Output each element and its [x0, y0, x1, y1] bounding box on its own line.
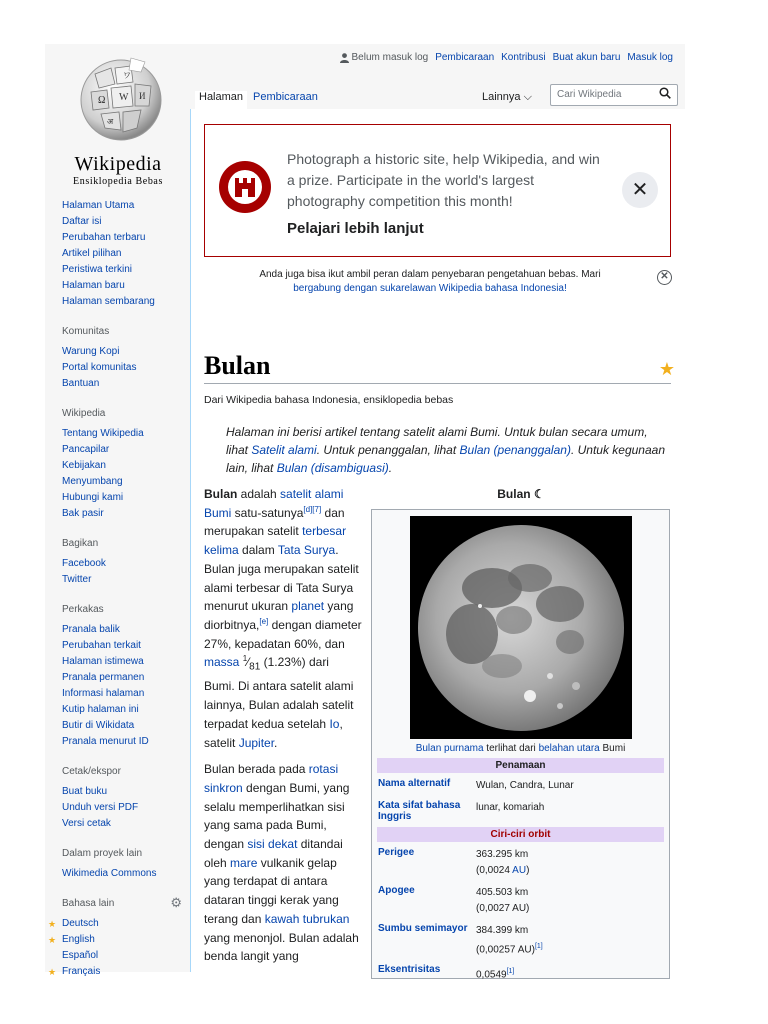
sidebar-item-pranala-balik[interactable]: Pranala balik [62, 624, 120, 635]
svg-text:И: И [139, 91, 146, 101]
infobox [372, 487, 670, 979]
infobox-row [377, 797, 664, 825]
infobox-value [476, 847, 664, 879]
caption-text: Bumi [599, 743, 626, 754]
sidebar-item-bak-pasir[interactable]: Bak pasir [62, 508, 104, 519]
page-title: Bulan [204, 351, 671, 384]
moon-image[interactable] [410, 516, 632, 739]
hatnote-link-penanggalan[interactable]: Bulan (penanggalan) [459, 443, 571, 457]
site-notice-link[interactable]: bergabung dengan sukarelawan Wikipedia bahasa Indonesia! [293, 283, 567, 294]
personal-link-pembicaraan[interactable]: Pembicaraan [435, 52, 495, 63]
hatnote [226, 423, 671, 477]
more-menu-label: Lainnya [482, 91, 521, 103]
infobox-value [476, 885, 664, 917]
infobox-title-text: Bulan [497, 487, 531, 501]
hatnote-text: . Untuk penanggalan, lihat [316, 443, 460, 457]
site-notice-text: Anda juga bisa ikut ambil peran dalam penyebaran pengetahuan bebas. Mari [259, 269, 601, 280]
search-icon[interactable] [659, 87, 671, 102]
sidebar-heading-proyek-lain: Dalam proyek lain [62, 848, 143, 859]
campaign-banner[interactable] [204, 124, 671, 257]
featured-star-icon: ★ [48, 935, 57, 945]
infobox-row [377, 920, 664, 961]
infobox-key[interactable]: Kata sifat bahasa Inggris [378, 800, 461, 822]
infobox-title [372, 487, 670, 509]
sidebar-item-bantuan[interactable]: Bantuan [62, 378, 100, 389]
language-item[interactable] [48, 932, 192, 948]
sidebar-item-facebook[interactable]: Facebook [62, 558, 106, 569]
infobox-key[interactable]: Sumbu semimayor [378, 923, 468, 934]
infobox-value: Wulan, Candra, Lunar [476, 780, 574, 791]
sidebar-item-perubahan-terbaru[interactable]: Perubahan terbaru [62, 232, 146, 243]
language-link[interactable]: English [62, 934, 95, 945]
infobox-key[interactable]: Perigee [378, 847, 415, 858]
sidebar-item-twitter[interactable]: Twitter [62, 574, 92, 585]
svg-text:W: W [119, 92, 129, 103]
infobox-key[interactable]: Eksentrisitas [378, 964, 441, 976]
sidebar-heading-wikipedia: Wikipedia [62, 408, 106, 419]
language-item[interactable] [48, 964, 192, 980]
moon-symbol-icon: ☾ [533, 487, 545, 501]
svg-text:ワ: ワ [123, 71, 131, 80]
svg-text:Ω: Ω [98, 95, 106, 106]
sidebar-item-pranala-permanen[interactable]: Pranala permanen [62, 672, 145, 683]
sidebar [48, 198, 192, 980]
language-link[interactable]: Français [62, 966, 101, 977]
content-area [190, 109, 685, 981]
site-notice [205, 268, 655, 296]
camera-fort-icon [217, 159, 273, 220]
page-tabs [190, 81, 685, 109]
infobox-key[interactable]: Nama alternatif [378, 778, 451, 789]
sidebar-heading-bahasa-lain [62, 896, 192, 912]
hatnote-link-disambiguasi[interactable]: Bulan (disambiguasi) [276, 461, 389, 475]
sidebar-item-halaman-istimewa[interactable]: Halaman istimewa [62, 656, 144, 667]
value-line: (0,0024 [476, 865, 513, 876]
infobox-row [377, 844, 664, 882]
search-placeholder: Cari Wikipedia [557, 89, 622, 100]
gear-icon[interactable]: ⚙ [170, 895, 182, 910]
infobox-box [371, 509, 670, 979]
language-item[interactable] [62, 948, 192, 964]
caption-text: terlihat dari [483, 743, 539, 754]
sidebar-item-pancapilar[interactable]: Pancapilar [62, 444, 110, 455]
sidebar-item-peristiwa-terkini[interactable]: Peristiwa terkini [62, 264, 133, 275]
wordmark-subtitle: Ensiklopedia Bebas [73, 176, 163, 187]
value-line: 363.295 km [476, 849, 529, 860]
wordmark: Wikipedia [74, 153, 162, 175]
search-input[interactable] [550, 84, 678, 106]
sidebar-item-portal-komunitas[interactable]: Portal komunitas [62, 362, 137, 373]
sidebar-item-halaman-sembarang[interactable]: Halaman sembarang [62, 296, 155, 307]
personal-link-kontribusi[interactable]: Kontribusi [501, 52, 546, 63]
tab-halaman[interactable]: Halaman [195, 91, 247, 110]
infobox-key[interactable]: Apogee [378, 885, 415, 896]
infobox-row [377, 775, 664, 797]
sidebar-item-buat-buku[interactable]: Buat buku [62, 786, 108, 797]
sidebar-item-hubungi-kami[interactable]: Hubungi kami [62, 492, 124, 503]
infobox-value [476, 964, 664, 983]
sidebar-item-halaman-utama[interactable]: Halaman Utama [62, 200, 135, 211]
language-link[interactable]: Deutsch [62, 918, 99, 929]
puzzle-globe-icon [71, 54, 171, 142]
reference-link[interactable]: [1] [534, 943, 543, 950]
featured-star-icon: ★ [48, 967, 57, 977]
hatnote-text: Halaman ini berisi artikel tentang satelit alami Bumi. Untuk bulan secara umum, lihat [226, 425, 648, 457]
sidebar-item-informasi-halaman[interactable]: Informasi halaman [62, 688, 145, 699]
article-paragraph: Bulan adalah satelit alami Bumi satu-satunya[d][7] dan merupakan satelit terbesar kelima dalam Tata Surya. Bulan juga merupakan satelit alami terbesar di Tata Surya menurut ukuran planet yang diorbitnya,[e] dengan diameter 27%, kepadatan 60%, dan massa $^1⁄_{81}$ (1.23%) dari Bumi. Di antara satelit alami lainnya, Bulan adalah satelit terpadat kedua setelah Io, satelit Jupiter. [204, 487, 362, 750]
language-link[interactable]: Español [62, 950, 99, 961]
site-tagline: Dari Wikipedia bahasa Indonesia, ensiklopedia bebas [204, 394, 454, 406]
sidebar-item-perubahan-terkait[interactable]: Perubahan terkait [62, 640, 141, 651]
full-moon-photo [410, 516, 632, 739]
article-body [204, 485, 362, 974]
sidebar-item-butir-wikidata[interactable]: Butir di Wikidata [62, 720, 135, 731]
sidebar-item-artikel-pilihan[interactable]: Artikel pilihan [62, 248, 122, 259]
personal-tools [340, 52, 674, 63]
notice-dismiss-icon[interactable]: ✕ [657, 270, 672, 285]
svg-text:अ: अ [107, 117, 114, 126]
infobox-value [476, 923, 664, 958]
anon-user [340, 52, 429, 63]
reference-link[interactable]: [1] [506, 968, 515, 976]
featured-star-icon: ★ [48, 919, 57, 929]
sidebar-main-nav [62, 198, 192, 310]
value-line: ) [526, 865, 530, 876]
anon-user-label: Belum masuk log [351, 52, 429, 63]
sidebar-item-warung-kopi[interactable]: Warung Kopi [62, 346, 120, 357]
article-paragraph: Bulan berada pada rotasi sinkron dengan Bumi, yang selalu memperlihatkan sisi yang sama pada Bumi, dengan sisi dekat ditandai oleh mare vulkanik gelap yang terdapat di antara dataran tinggi kerak yang terang dan kawah tubrukan yang menonjol. Bulan adalah benda langit yang [204, 762, 359, 964]
image-caption [377, 743, 664, 754]
close-icon: ✕ [631, 179, 649, 201]
sidebar-item-menyumbang[interactable]: Menyumbang [62, 476, 123, 487]
sidebar-heading-cetak-ekspor: Cetak/ekspor [62, 766, 121, 777]
value-line: 384.399 km [476, 925, 529, 936]
user-icon [340, 53, 349, 63]
banner-close-button[interactable] [622, 172, 658, 208]
personal-link-masuk-log[interactable]: Masuk log [627, 52, 673, 63]
banner-text: Photograph a historic site, help Wikipedia, and win a prize. Participate in the world's largest photography competition this month! [287, 151, 600, 209]
infobox-row [377, 882, 664, 920]
banner-learn-more-link[interactable]: Pelajari lebih lanjut [287, 220, 424, 237]
sidebar-item-pranala-menurut-id[interactable]: Pranala menurut ID [62, 736, 149, 747]
sidebar-item-versi-cetak[interactable]: Versi cetak [62, 818, 111, 829]
infobox-value: lunar, komariah [476, 802, 545, 813]
hatnote-text: . Untuk kegunaan lain, lihat [226, 443, 666, 475]
infobox-section-ciri-orbit: Ciri-ciri orbit [377, 827, 664, 842]
wiki-window [45, 44, 685, 981]
personal-link-buat-akun[interactable]: Buat akun baru [552, 52, 621, 63]
language-item[interactable] [48, 916, 192, 932]
hatnote-link-satelit-alami[interactable]: Satelit alami [251, 443, 317, 457]
value-line: (0,0027 AU) [476, 903, 530, 914]
sidebar-item-kutip-halaman[interactable]: Kutip halaman ini [62, 704, 139, 715]
tab-pembicaraan[interactable]: Pembicaraan [253, 91, 318, 103]
chevron-down-icon: ⌵ [523, 91, 532, 103]
languages-heading-label: Bahasa lain [62, 898, 115, 909]
infobox-row [377, 961, 664, 986]
more-menu[interactable] [482, 91, 532, 104]
sidebar-item-halaman-baru[interactable]: Halaman baru [62, 280, 125, 291]
hatnote-text: . [388, 461, 393, 475]
sidebar-item-wikimedia-commons[interactable]: Wikimedia Commons [62, 868, 157, 879]
value-line: 405.503 km [476, 887, 529, 898]
caption-link-belahan-utara[interactable]: belahan utara [538, 743, 600, 754]
sidebar-heading-perkakas: Perkakas [62, 604, 104, 615]
sidebar-item-kebijakan[interactable]: Kebijakan [62, 460, 106, 471]
sidebar-item-daftar-isi[interactable]: Daftar isi [62, 216, 102, 227]
value-line: 0,0549 [476, 969, 507, 981]
featured-article-star-icon: ★ [658, 359, 675, 379]
sidebar-heading-komunitas: Komunitas [62, 326, 110, 337]
wikipedia-logo[interactable] [63, 54, 173, 187]
sidebar-heading-bagikan: Bagikan [62, 538, 99, 549]
infobox-section-penamaan: Penamaan [377, 758, 664, 773]
sidebar-item-tentang-wikipedia[interactable]: Tentang Wikipedia [62, 428, 144, 439]
sidebar-item-unduh-pdf[interactable]: Unduh versi PDF [62, 802, 139, 813]
value-line: (0,00257 AU) [476, 944, 535, 956]
au-link[interactable]: AU [512, 865, 527, 876]
caption-link-bulan-purnama[interactable]: Bulan purnama [415, 743, 484, 754]
